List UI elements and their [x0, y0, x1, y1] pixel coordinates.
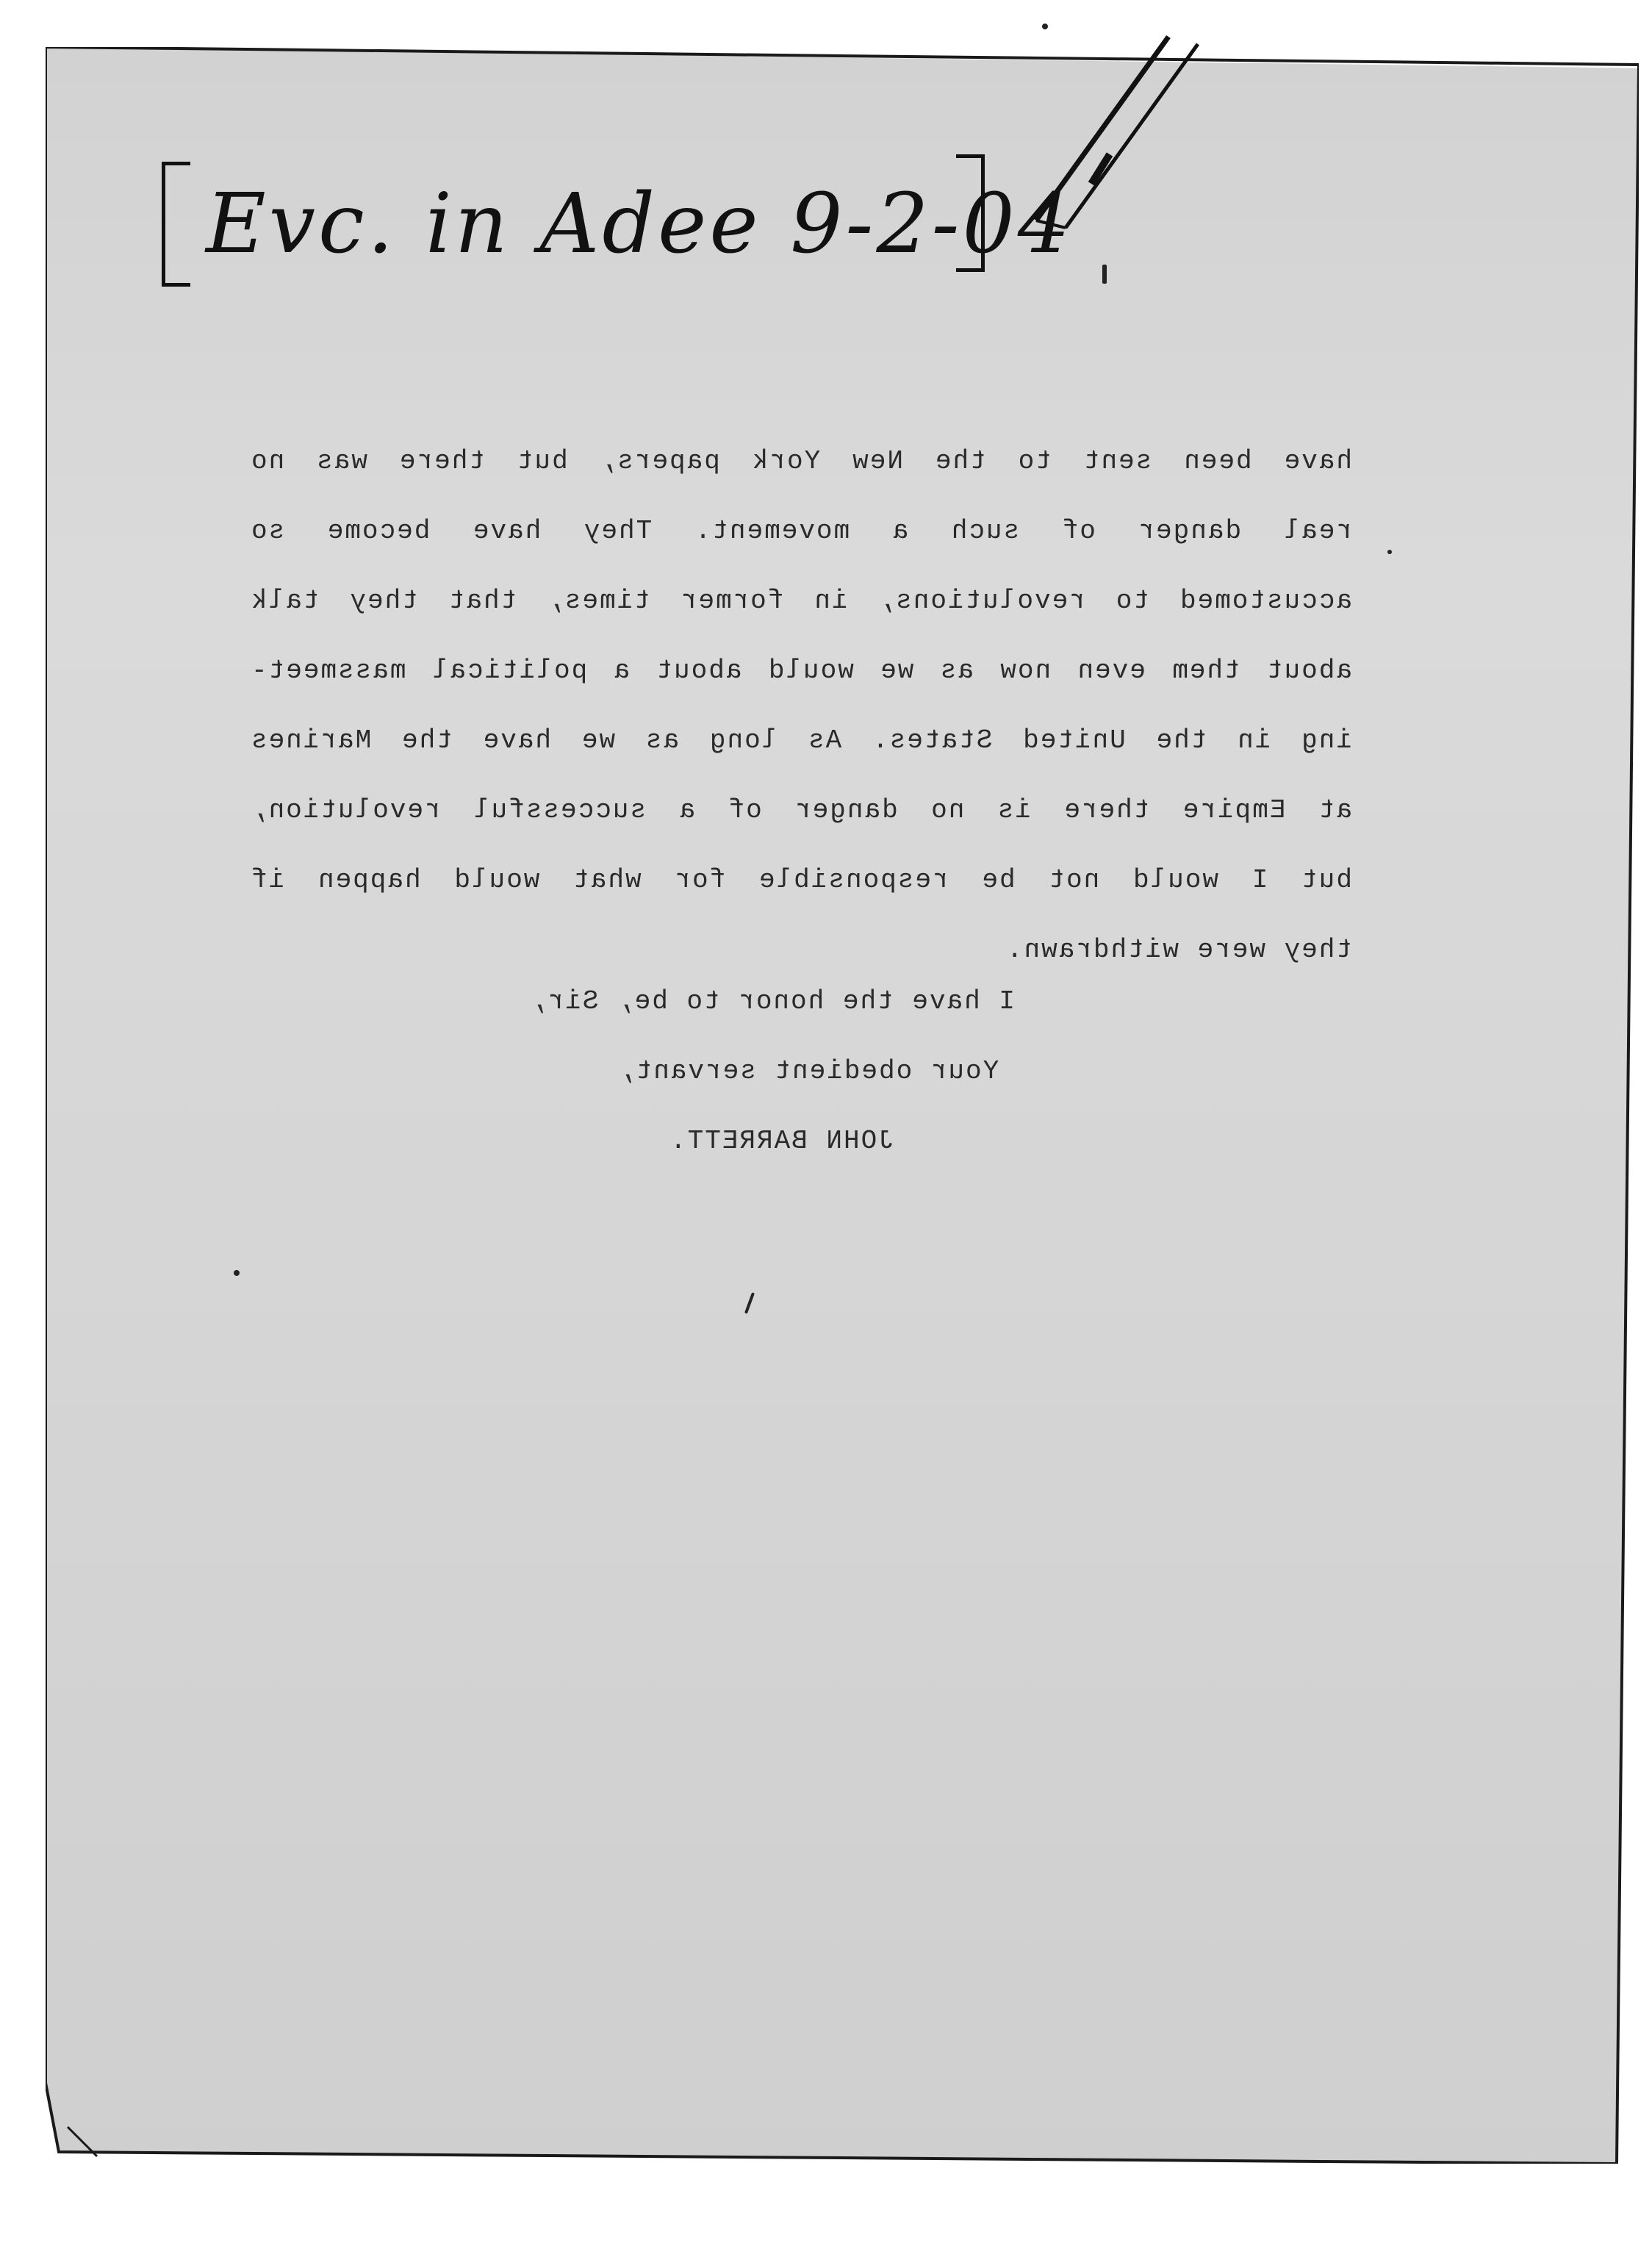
ink-speck [1042, 24, 1048, 29]
annotation-text: Evc. in Adee 9-2-04 [206, 176, 1073, 272]
annotation-bracket-left [162, 162, 190, 287]
letter-line: but I would not be responsible for what would happen if [250, 865, 1352, 895]
ink-speck [234, 1270, 240, 1276]
closing-salutation: I have the honor to be, Sir, [529, 986, 1015, 1016]
pen-mark-icon [1021, 29, 1213, 235]
letter-line: accustomed to revolutions, in former times, that they talk [250, 586, 1352, 616]
closing-servant: Your obedient servant, [617, 1056, 999, 1086]
ink-speck [1102, 265, 1107, 284]
annotation-bracket-right [956, 154, 985, 272]
letter-closing [529, 966, 1235, 1176]
letter-body [220, 426, 1352, 985]
letter-line: ing in the United States. As long as we have the Marines [250, 725, 1352, 756]
letter-line: they were withdrawn. [1005, 935, 1352, 965]
ink-speck [1387, 550, 1392, 554]
handwritten-annotation [162, 154, 1073, 287]
signature-name: JOHN BARRETT. [669, 1126, 894, 1156]
letter-line: about them even now as we would about a political massmeet- [250, 656, 1352, 686]
letter-line: have been sent to the New York papers, but there was no [250, 446, 1352, 476]
letter-line: real danger of such a movement. They have become so [250, 516, 1352, 546]
letter-line: at Empire there is no danger of a successful revolution, [250, 795, 1352, 825]
